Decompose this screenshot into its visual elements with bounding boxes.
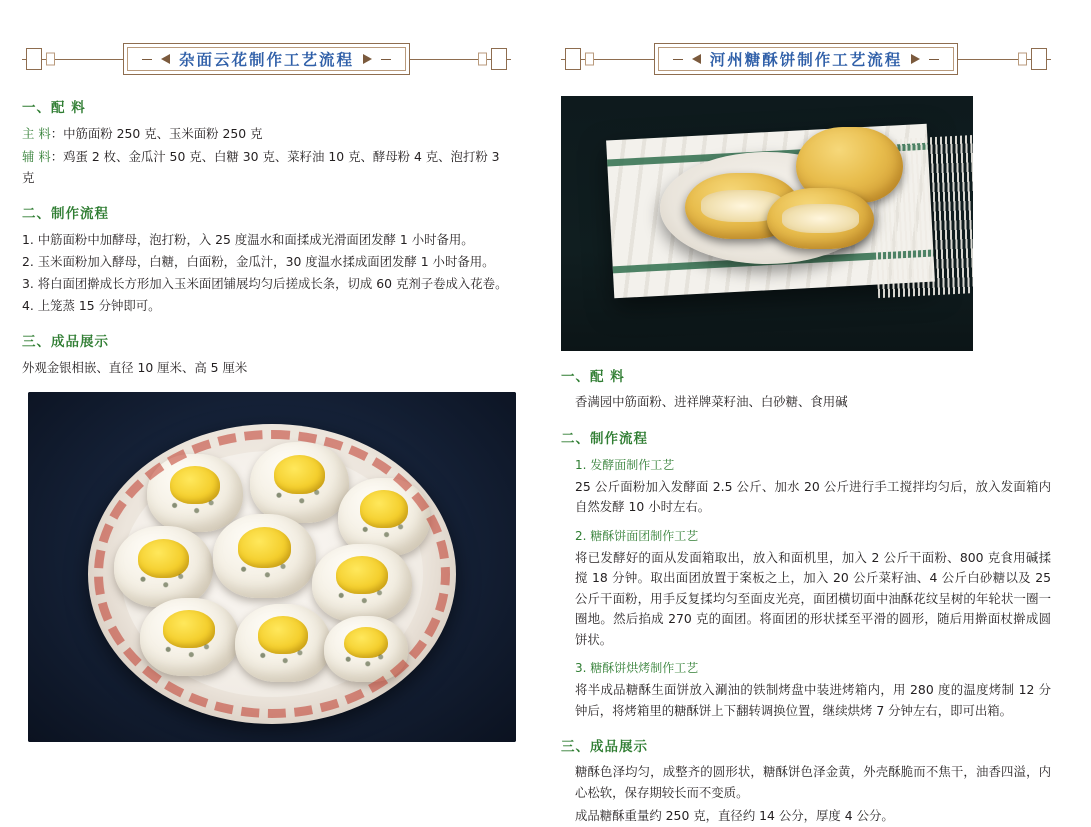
banner-tick-right-icon (381, 59, 391, 60)
banner-endcap-left (565, 48, 581, 70)
bun-yolk (170, 466, 220, 503)
right-ingredients-text: 香满园中筋面粉、进祥牌菜籽油、白砂糖、食用碱 (575, 394, 848, 409)
left-main-ingredients-label: 主 料 (22, 126, 51, 141)
banner-endcap-right (491, 48, 507, 70)
right-sub2-text: 将已发酵好的面从发面箱取出，放入和面机里，加入 2 公斤干面粉、800 克食用碱揉搅 18 分钟。取出面团放置于案板之上，加入 20 公斤菜籽油、4 公斤白砂糖以及 25 公斤干面粉，用手反复揉均匀至面皮光亮，面团横切面中油酥花纹呈树的年轮状一圈一圈地。然后掐成 270 克的面团。将面团的形状揉至平滑的圆形，随后用擀面杖擀成圆饼状。 (575, 549, 1051, 647)
tangsubing-photo (561, 96, 973, 351)
bun-specks (353, 519, 414, 546)
list-item: 1. 中筋面粉中加酵母，泡打粉，入 25 度温水和面揉成光滑面团发酵 1 小时备用。 (22, 232, 474, 247)
bun-graphic (147, 454, 243, 532)
left-aux-ingredients-label: 辅 料 (22, 149, 51, 164)
bun-yolk (238, 527, 292, 567)
banner-endcap-right (1031, 48, 1047, 70)
bun-graphic (140, 598, 239, 676)
right-display-heading: 三、成品展示 (561, 739, 648, 755)
arrow-right-icon (911, 54, 920, 64)
banner-frame (123, 43, 410, 75)
left-process-heading: 二、制作流程 (22, 206, 109, 222)
bun-specks (162, 495, 225, 522)
bun-specks (230, 558, 298, 587)
bun-specks (130, 568, 196, 596)
plate-inner-graphic (121, 451, 423, 697)
left-steps-list (22, 229, 511, 316)
right-photo-wrap (561, 96, 1051, 351)
pastry-cut-face (782, 204, 859, 233)
banner-inner (659, 48, 954, 70)
arrow-right-icon (363, 54, 372, 64)
right-page-title: 河州糖酥饼制作工艺流程 (709, 51, 903, 69)
left-aux-ingredients-line (22, 146, 511, 188)
right-ingredients-heading: 一、配 料 (561, 369, 625, 385)
right-display-text-1: 糖酥色泽均匀，成整齐的圆形状，糖酥饼色泽金黄，外壳酥脆而不焦干，油香四溢，内心松软，保存期较长而不变质。 (575, 764, 1051, 800)
left-main-ingredients-line (22, 123, 511, 144)
bun-yolk (336, 556, 388, 593)
right-title-banner (561, 36, 1051, 82)
bun-yolk (360, 490, 408, 527)
pastry-half-graphic-2 (767, 188, 874, 249)
left-title-banner (22, 36, 511, 82)
bun-graphic (324, 616, 409, 682)
left-photo-wrap (22, 392, 511, 742)
bun-specks (337, 650, 393, 672)
plate-graphic (88, 424, 456, 724)
left-ingredients-heading: 一、配 料 (22, 100, 86, 116)
bun-yolk (274, 455, 326, 494)
list-item: 4. 上笼蒸 15 分钟即可。 (22, 298, 161, 313)
bun-yolk (258, 616, 308, 653)
left-display-text: 外观金银相嵌、直径 10 厘米、高 5 厘米 (22, 360, 248, 375)
arrow-left-icon (161, 54, 170, 64)
banner-endcap2-left (585, 53, 594, 66)
list-item: 2. 玉米面粉加入酵母，白糖，白面粉，金瓜汁，30 度温水揉成面团发酵 1 小时备用。 (22, 254, 495, 269)
bun-specks (328, 585, 394, 612)
left-main-ingredients-text: ：中筋面粉 250 克、玉米面粉 250 克 (50, 126, 263, 141)
bun-yolk (138, 539, 190, 578)
banner-endcap2-left (46, 53, 55, 66)
right-sub1-heading: 1. 发酵面制作工艺 (575, 457, 675, 472)
left-column (0, 0, 545, 718)
right-column (545, 0, 1091, 823)
right-display-text-2: 成品糖酥重量约 250 克，直径约 14 公分，厚度 4 公分。 (575, 808, 894, 823)
left-page-title: 杂面云花制作工艺流程 (178, 51, 354, 69)
bun-yolk (344, 627, 388, 659)
banner-endcap2-right (1018, 53, 1027, 66)
bun-yolk (163, 610, 215, 647)
list-item: 3. 将白面团擀成长方形加入玉米面团铺展均匀后搓成长条，切成 60 克剂子卷成入花卷。 (22, 276, 508, 291)
bun-graphic (235, 604, 331, 682)
right-sub3-text: 将半成品糖酥生面饼放入涮油的铁制烤盘中装进烤箱内，用 280 度的温度烤制 12 分钟后，将烤箱里的糖酥饼上下翻转调换位置，继续烘烤 7 分钟左右，即可出箱。 (575, 682, 1051, 718)
bun-specks (155, 639, 221, 666)
banner-inner (128, 48, 405, 70)
right-sub1-text: 25 公斤面粉加入发酵面 2.5 公斤、加水 20 公斤进行手工搅拌均匀后，放入发面箱内自然发酵 10 小时左右。 (575, 478, 1051, 514)
arrow-left-icon (692, 54, 701, 64)
bun-graphic (312, 544, 411, 622)
banner-tick-right-icon (929, 59, 939, 60)
right-process-heading: 二、制作流程 (561, 430, 648, 447)
yunhua-photo (28, 392, 516, 742)
banner-tick-left-icon (142, 59, 152, 60)
left-display-heading: 三、成品展示 (22, 334, 109, 350)
right-sub2-heading: 2. 糖酥饼面团制作工艺 (575, 528, 699, 543)
left-aux-ingredients-text: ：鸡蛋 2 枚、金瓜汁 50 克、白糖 30 克、菜籽油 10 克、酵母粉 4 克、泡打粉 3 克 (22, 149, 500, 185)
bun-specks (250, 645, 313, 672)
banner-frame (654, 43, 959, 75)
bun-graphic (114, 526, 213, 607)
right-sub3-heading: 3. 糖酥饼烘烤制作工艺 (575, 661, 699, 675)
bun-specks (266, 484, 332, 512)
bun-graphic (338, 478, 430, 556)
bun-graphic (213, 514, 316, 598)
banner-tick-left-icon (673, 59, 683, 60)
bun-graphic (250, 442, 349, 523)
banner-endcap2-right (478, 53, 487, 66)
banner-endcap-left (26, 48, 42, 70)
